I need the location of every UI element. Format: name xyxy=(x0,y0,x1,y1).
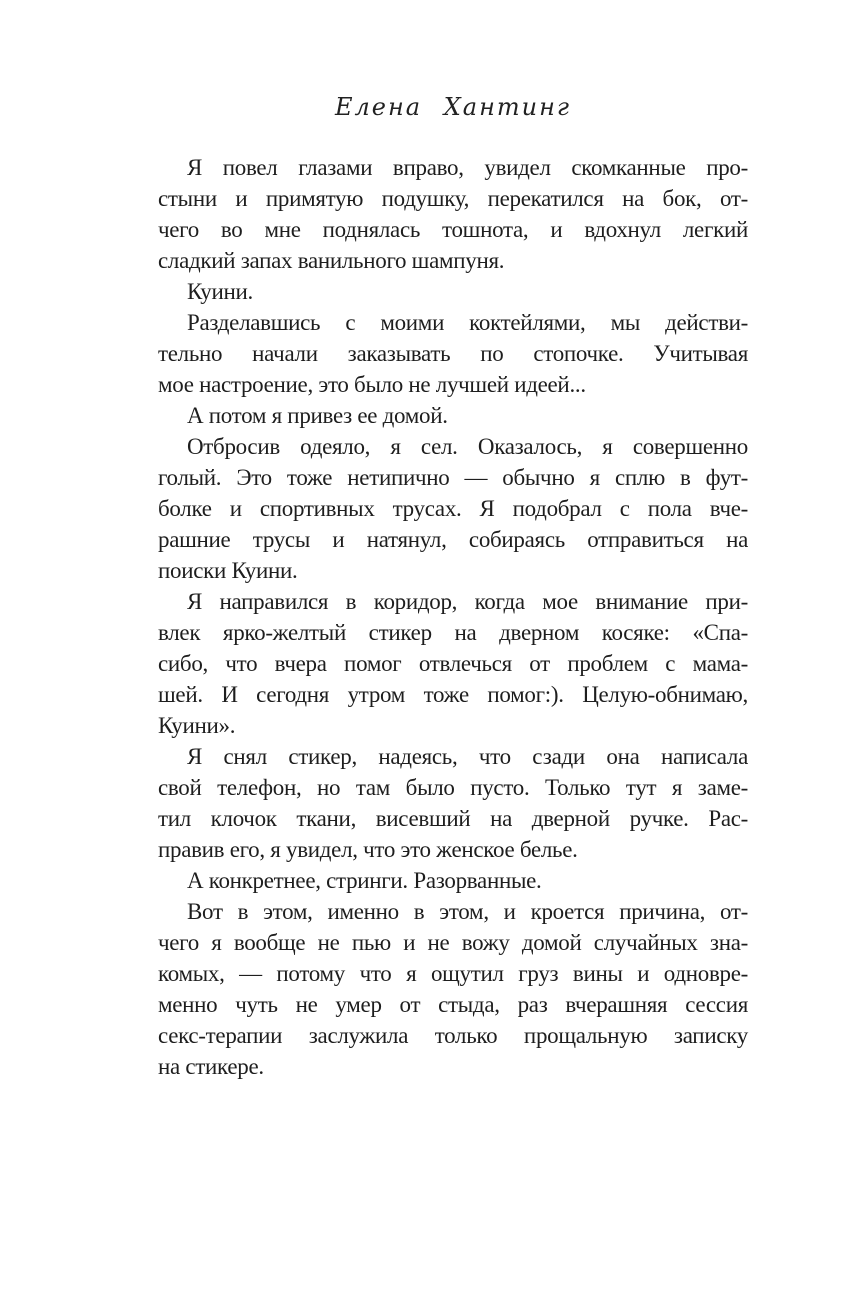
paragraph xyxy=(158,307,748,400)
paragraph xyxy=(158,152,748,276)
text-line: голый. Это тоже нетипично — обычно я сплю в фут- xyxy=(158,465,748,490)
text-line: Разделавшись с моими коктейлями, мы действи- xyxy=(187,310,748,335)
text-line: рашние трусы и натянул, собираясь отправиться на xyxy=(158,527,748,552)
text-line: правив его, я увидел, что это женское белье. xyxy=(158,837,578,862)
running-header-author: Елена Хантинг xyxy=(334,93,572,121)
text-line: Я снял стикер, надеясь, что сзади она написала xyxy=(187,744,748,769)
text-line: тельно начали заказывать по стопочке. Учитывая xyxy=(158,341,748,366)
text-line: шей. И сегодня утром тоже помог:). Целую-обнимаю, xyxy=(158,682,748,707)
paragraph xyxy=(158,741,748,865)
text-line: Отбросив одеяло, я сел. Оказалось, я совершенно xyxy=(187,434,748,459)
text-line: чего я вообще не пью и не вожу домой случайных зна- xyxy=(158,930,748,955)
text-line: А конкретнее, стринги. Разорванные. xyxy=(187,868,542,893)
text-line: чего во мне поднялась тошнота, и вдохнул легкий xyxy=(158,217,748,242)
text-line: Я повел глазами вправо, увидел скомканные про- xyxy=(187,155,748,180)
text-line: тил клочок ткани, висевший на дверной ручке. Рас- xyxy=(158,806,748,831)
paragraph xyxy=(158,431,748,586)
text-line: сладкий запах ванильного шампуня. xyxy=(158,248,505,273)
text-line: стыни и примятую подушку, перекатился на бок, от- xyxy=(158,186,748,211)
text-line: свой телефон, но там было пусто. Только тут я заме- xyxy=(158,775,748,800)
text-line: болке и спортивных трусах. Я подобрал с пола вче- xyxy=(158,496,748,521)
paragraph xyxy=(158,586,748,741)
text-line: влек ярко-желтый стикер на дверном косяке: «Спа- xyxy=(158,620,748,645)
text-block xyxy=(158,152,748,1082)
text-line: А потом я привез ее домой. xyxy=(187,403,448,428)
text-line: Вот в этом, именно в этом, и кроется причина, от- xyxy=(187,899,748,924)
text-line: Я направился в коридор, когда мое внимание при- xyxy=(187,589,748,614)
paragraph xyxy=(158,896,748,1082)
text-line: секс-терапии заслужила только прощальную записку xyxy=(158,1023,748,1048)
text-line: комых, — потому что я ощутил груз вины и одновре- xyxy=(158,961,748,986)
text-line: сибо, что вчера помог отвлечься от проблем с мама- xyxy=(158,651,748,676)
text-line: Куини». xyxy=(158,713,236,738)
paragraph xyxy=(158,400,748,431)
paragraph xyxy=(158,865,748,896)
text-line: мое настроение, это было не лучшей идеей... xyxy=(158,372,586,397)
text-line: на стикере. xyxy=(158,1054,264,1079)
paragraph xyxy=(158,276,748,307)
text-line: поиски Куини. xyxy=(158,558,298,583)
text-line: менно чуть не умер от стыда, раз вчерашняя сессия xyxy=(158,992,748,1017)
text-line: Куини. xyxy=(187,279,253,304)
